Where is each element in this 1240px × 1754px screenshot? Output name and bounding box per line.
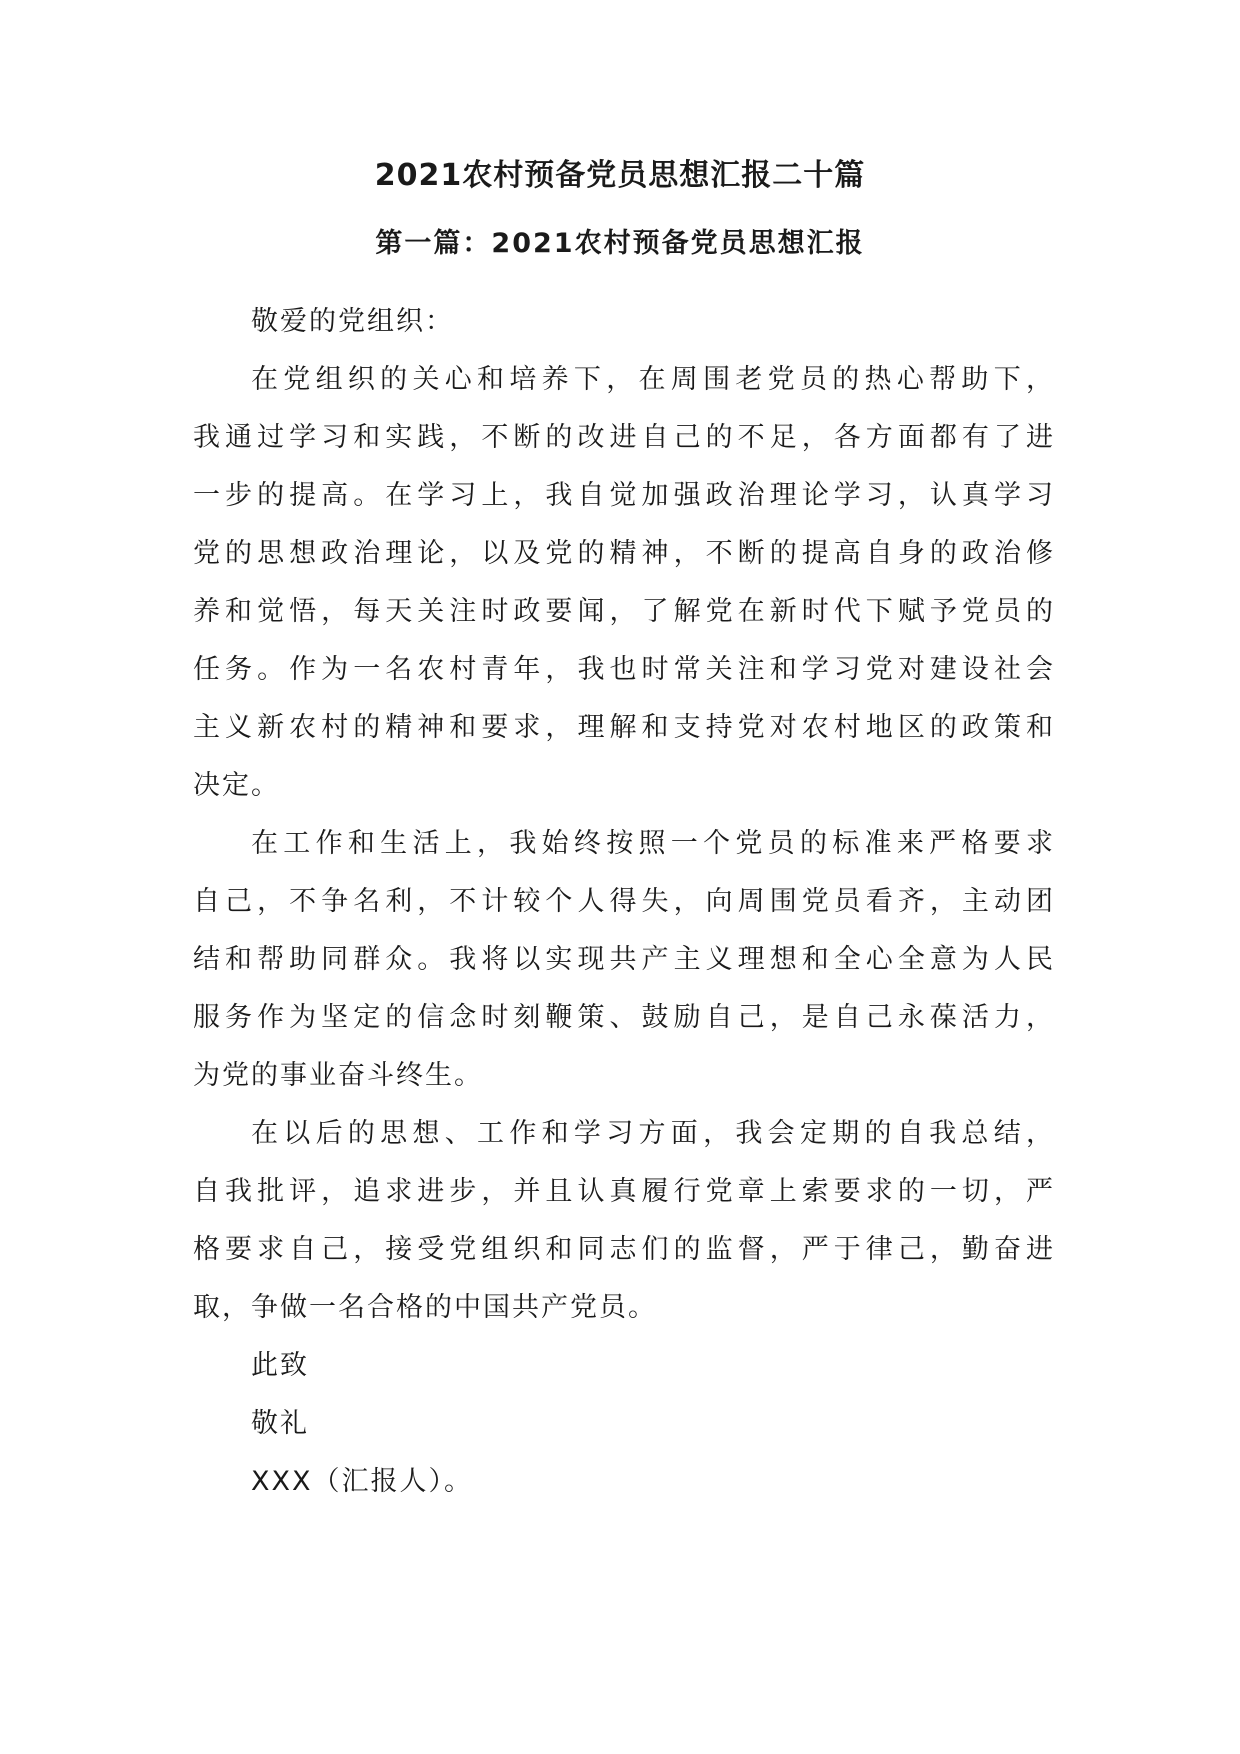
paragraph-1 — [193, 358, 1055, 808]
paragraph-line: 取，争做一名合格的中国共产党员。 — [193, 1292, 657, 1323]
paragraph-line: 任务。作为一名农村青年，我也时常关注和学习党对建设社会 — [193, 654, 1055, 685]
paragraph-line: 养和觉悟，每天关注时政要闻，了解党在新时代下赋予党员的 — [193, 596, 1055, 627]
closing-salute: 敬礼 — [251, 1408, 309, 1439]
paragraph-line: 决定。 — [193, 770, 280, 801]
paragraph-line: 党的思想政治理论，以及党的精神，不断的提高自身的政治修 — [193, 538, 1055, 569]
paragraph-line: 格要求自己，接受党组织和同志们的监督，严于律己，勤奋进 — [193, 1234, 1055, 1265]
paragraph-line: 一步的提高。在学习上，我自觉加强政治理论学习，认真学习 — [193, 480, 1055, 511]
paragraph-line: 在以后的思想、工作和学习方面，我会定期的自我总结， — [251, 1118, 1055, 1149]
paragraph-line: 自己，不争名利，不计较个人得失，向周围党员看齐，主动团 — [193, 886, 1055, 917]
document-title: 2021农村预备党员思想汇报二十篇 — [374, 158, 866, 193]
signature: XXX（汇报人）。 — [251, 1466, 473, 1497]
letter-body — [193, 300, 1055, 1518]
salutation: 敬爱的党组织： — [251, 306, 454, 337]
paragraph-line: 服务作为坚定的信念时刻鞭策、鼓励自己，是自己永葆活力， — [193, 1002, 1055, 1033]
paragraph-line: 主义新农村的精神和要求，理解和支持党对农村地区的政策和 — [193, 712, 1055, 743]
paragraph-3 — [193, 1112, 1055, 1330]
paragraph-line: 自我批评，追求进步，并且认真履行党章上索要求的一切，严 — [193, 1176, 1055, 1207]
closing-greeting: 此致 — [251, 1350, 309, 1381]
paragraph-line: 在党组织的关心和培养下，在周围老党员的热心帮助下， — [251, 364, 1055, 395]
paragraph-line: 在工作和生活上，我始终按照一个党员的标准来严格要求 — [251, 828, 1055, 859]
paragraph-line: 结和帮助同群众。我将以实现共产主义理想和全心全意为人民 — [193, 944, 1055, 975]
paragraph-2 — [193, 822, 1055, 1098]
paragraph-line: 为党的事业奋斗终生。 — [193, 1060, 483, 1091]
paragraph-line: 我通过学习和实践，不断的改进自己的不足，各方面都有了进 — [193, 422, 1055, 453]
section-title: 第一篇：2021农村预备党员思想汇报 — [375, 228, 865, 259]
